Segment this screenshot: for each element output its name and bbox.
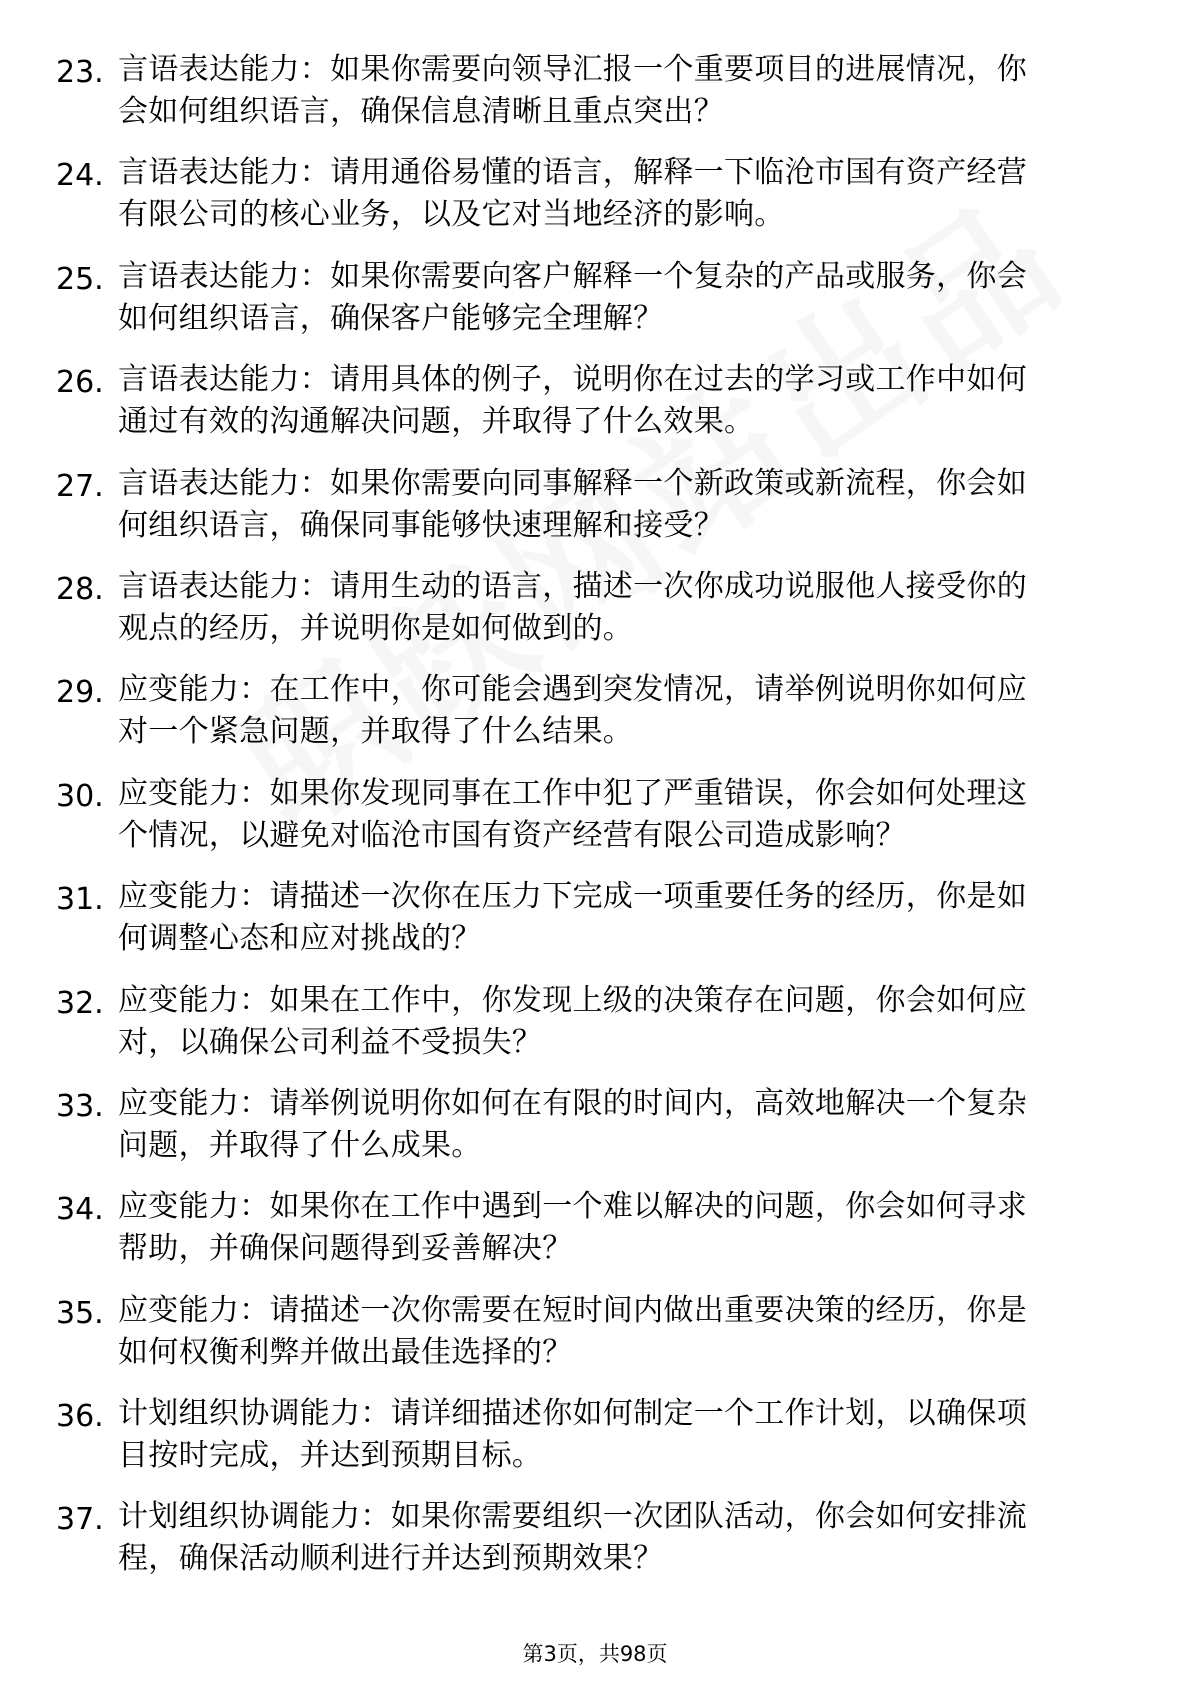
question-text: 言语表达能力：请用通俗易懂的语言，解释一下临沧市国有资产经营有限公司的核心业务，以及它对当地经济的影响。 — [118, 155, 1027, 233]
question-text: 应变能力：如果你发现同事在工作中犯了严重错误，你会如何处理这个情况，以避免对临沧市国有资产经营有限公司造成影响？ — [118, 775, 1027, 853]
question-item — [0, 152, 1190, 255]
question-text: 应变能力：如果你在工作中遇到一个难以解决的问题，你会如何寻求帮助，并确保问题得到妥善解决？ — [118, 1189, 1027, 1267]
question-text: 言语表达能力：请用生动的语言，描述一次你成功说服他人接受你的观点的经历，并说明你是如何做到的。 — [118, 568, 1027, 646]
question-number: 32. — [56, 985, 104, 1021]
question-number: 24. — [56, 158, 104, 194]
question-item — [0, 49, 1190, 152]
question-item — [0, 1186, 1190, 1289]
question-text: 应变能力：请描述一次你在压力下完成一项重要任务的经历，你是如何调整心态和应对挑战的？ — [118, 879, 1027, 957]
question-text: 应变能力：在工作中，你可能会遇到突发情况，请举例说明你如何应对一个紧急问题，并取得了什么结果。 — [118, 672, 1027, 750]
question-number: 35. — [56, 1295, 104, 1331]
question-text: 言语表达能力：如果你需要向客户解释一个复杂的产品或服务，你会如何组织语言，确保客户能够完全理解？ — [118, 258, 1027, 336]
question-item — [0, 773, 1190, 876]
question-item — [0, 669, 1190, 772]
question-item — [0, 1290, 1190, 1393]
question-text: 应变能力：如果在工作中，你发现上级的决策存在问题，你会如何应对，以确保公司利益不受损失？ — [118, 982, 1027, 1060]
question-text: 应变能力：请描述一次你需要在短时间内做出重要决策的经历，你是如何权衡利弊并做出最佳选择的？ — [118, 1292, 1027, 1370]
question-text: 言语表达能力：请用具体的例子，说明你在过去的学习或工作中如何通过有效的沟通解决问题，并取得了什么效果。 — [118, 362, 1027, 440]
question-text: 应变能力：请举例说明你如何在有限的时间内，高效地解决一个复杂问题，并取得了什么成果。 — [118, 1085, 1027, 1163]
question-number: 25. — [56, 261, 104, 297]
question-number: 27. — [56, 468, 104, 504]
question-number: 33. — [56, 1088, 104, 1124]
question-item — [0, 566, 1190, 669]
question-number: 36. — [56, 1399, 104, 1435]
question-number: 23. — [56, 55, 104, 90]
question-number: 26. — [56, 365, 104, 401]
question-item — [0, 1083, 1190, 1186]
question-text: 言语表达能力：如果你需要向领导汇报一个重要项目的进展情况，你会如何组织语言，确保信息清晰且重点突出？ — [118, 52, 1027, 129]
question-item — [0, 1496, 1190, 1599]
question-item — [0, 876, 1190, 979]
question-item — [0, 463, 1190, 566]
question-text: 言语表达能力：如果你需要向同事解释一个新政策或新流程，你会如何组织语言，确保同事能够快速理解和接受？ — [118, 465, 1027, 543]
question-item — [0, 1393, 1190, 1496]
question-text: 计划组织协调能力：请详细描述你如何制定一个工作计划，以确保项目按时完成，并达到预期目标。 — [118, 1396, 1027, 1474]
question-number: 29. — [56, 675, 104, 711]
question-number: 28. — [56, 571, 104, 607]
question-number: 34. — [56, 1192, 104, 1228]
page-footer: 第3页，共98页 — [522, 1642, 668, 1666]
question-number: 37. — [56, 1502, 104, 1538]
question-list — [0, 49, 1190, 1600]
question-item — [0, 256, 1190, 359]
question-number: 30. — [56, 778, 104, 814]
question-number: 31. — [56, 882, 104, 918]
question-item — [0, 359, 1190, 462]
question-item — [0, 980, 1190, 1083]
question-text: 计划组织协调能力：如果你需要组织一次团队活动，你会如何安排流程，确保活动顺利进行并达到预期效果？ — [118, 1499, 1027, 1577]
